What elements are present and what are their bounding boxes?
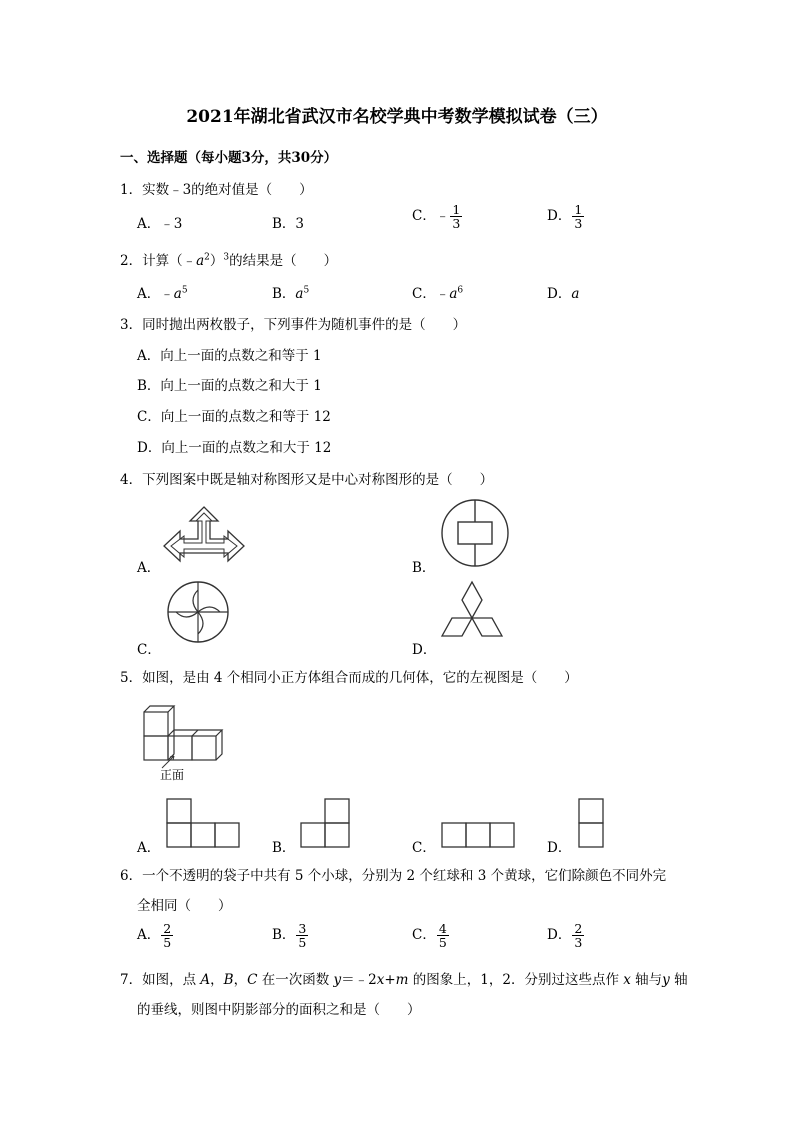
question-7-stem-line2: 的垂线，则图中阴影部分的面积之和是（ ） (137, 1002, 421, 1018)
q6-option-c[interactable]: C． $\frac{4}{5}$ (412, 921, 447, 951)
q6-a-fraction: $\frac{2}{5}$ (163, 921, 172, 951)
q6-d-fraction: $\frac{2}{3}$ (574, 921, 583, 951)
q4-option-a[interactable]: A． (137, 560, 161, 576)
q3-option-d[interactable]: D．向上一面的点数之和大于 12 (137, 440, 332, 456)
question-7-stem-line1: 7．如图，点 A，B，C 在一次函数 y＝﹣2x+m 的图象上，1，2．分别过这些点作 x 轴与y 轴 (120, 972, 688, 988)
q5-option-d[interactable]: D． (547, 840, 572, 856)
question-6-stem-line2: 全相同（ ） (137, 898, 232, 914)
q6-option-d[interactable]: D． $\frac{2}{3}$ (547, 921, 583, 951)
q5-front-label: 正面 (160, 768, 185, 782)
q3-option-a[interactable]: A．向上一面的点数之和等于 1 (137, 348, 322, 364)
q1-option-d[interactable] (547, 203, 585, 230)
q1-option-c[interactable] (412, 203, 463, 230)
q3-option-b[interactable]: B．向上一面的点数之和大于 1 (137, 378, 322, 394)
q4-figure-pinwheel (166, 580, 230, 644)
q3-option-c[interactable]: C．向上一面的点数之和等于 12 (137, 409, 331, 425)
q1-d-fraction: $\frac{1}{3}$ (574, 202, 583, 232)
question-6-stem-line1: 6．一个不透明的袋子中共有 5 个小球，分别为 2 个红球和 3 个黄球，它们除颜色不同外完 (120, 868, 667, 884)
q1-d-prefix: D． (547, 208, 572, 225)
q2-option-d[interactable]: D．a (547, 286, 580, 302)
question-3-stem: 3．同时抛出两枚骰子，下列事件为随机事件的是（ ） (120, 317, 467, 333)
question-2-stem: 2．计算$(﹣a^2)^3$的结果是（ ） (120, 252, 338, 269)
q4-option-c[interactable]: C． (137, 642, 161, 658)
q5-view-b (300, 798, 352, 850)
q5-solid-figure (140, 700, 230, 780)
q5-view-d (578, 798, 606, 850)
question-5-stem: 5．如图，是由 4 个相同小正方体组合而成的几何体，它的左视图是（ ） (120, 670, 578, 686)
q5-view-a (166, 798, 240, 850)
q5-option-b[interactable]: B． (272, 840, 296, 856)
question-4-stem: 4．下列图案中既是轴对称图形又是中心对称图形的是（ ） (120, 472, 494, 488)
q2-option-c[interactable]: C．$﹣a^6$ (412, 285, 464, 302)
q4-figure-coin (440, 498, 510, 568)
q1-c-prefix: C．﹣ (412, 208, 450, 225)
q5-view-c (441, 822, 515, 850)
q6-option-b[interactable]: B． $\frac{3}{5}$ (272, 921, 307, 951)
q1-c-fraction: $\frac{1}{3}$ (452, 202, 461, 232)
q1-option-a[interactable]: A．﹣3 (137, 216, 183, 232)
q2-option-a[interactable]: A．$﹣a^5$ (137, 285, 188, 302)
q4-figure-diamonds (440, 580, 504, 644)
q5-option-c[interactable]: C． (412, 840, 436, 856)
q2-option-b[interactable]: B．$a^5$ (272, 285, 310, 302)
q4-option-d[interactable]: D． (412, 642, 437, 658)
question-1-stem: 1．实数﹣3的绝对值是（ ） (120, 182, 313, 198)
page-title: 2021年湖北省武汉市名校学典中考数学模拟试卷（三） (186, 107, 608, 127)
q1-option-b[interactable]: B．3 (272, 216, 305, 232)
q4-option-b[interactable]: B． (412, 560, 436, 576)
section-heading: 一、选择题（每小题3分，共30分） (120, 150, 338, 166)
q5-option-a[interactable]: A． (137, 840, 161, 856)
q6-c-fraction: $\frac{4}{5}$ (438, 921, 447, 951)
q6-option-a[interactable]: A． $\frac{2}{5}$ (137, 921, 172, 951)
q6-b-fraction: $\frac{3}{5}$ (298, 921, 307, 951)
q4-figure-arrows (162, 505, 246, 567)
